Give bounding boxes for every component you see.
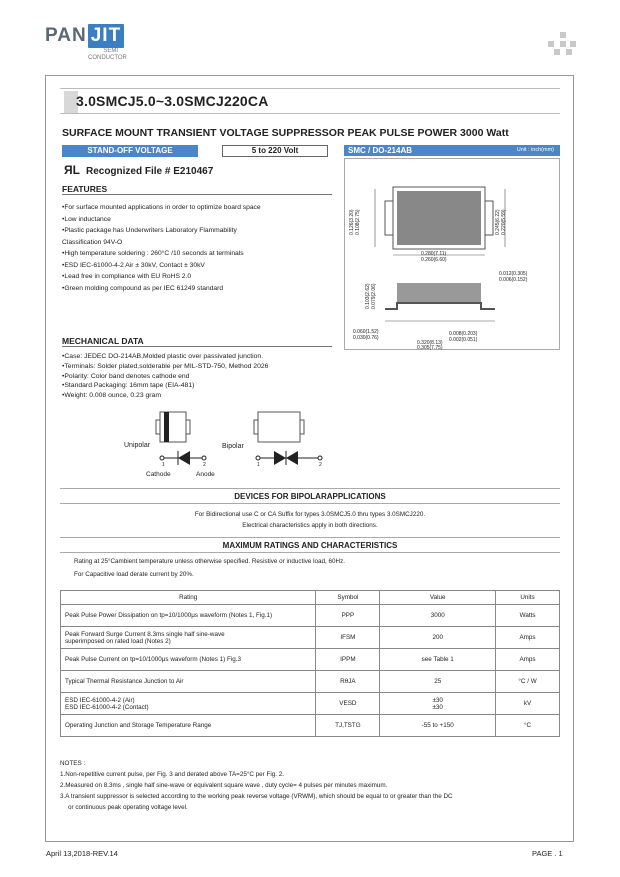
anode-label: Anode [196,471,215,478]
divider [60,503,560,504]
features-heading: FEATURES [62,184,332,195]
cell-value: 3000 [380,605,496,627]
cell-rating: Operating Junction and Storage Temperature Range [61,715,316,737]
cell-value: 25 [380,671,496,693]
page-subtitle: SURFACE MOUNT TRANSIENT VOLTAGE SUPPRESSOR PEAK PULSE POWER 3000 Watt [62,127,509,139]
ul-recognition [64,163,213,177]
decorative-dots [548,32,576,56]
unipolar-label: Unipolar [124,442,151,449]
package-drawing [344,158,560,350]
note-2: 2.Measured on 8.3ms , single half sine-wave or equivalent square wave , duty cycle= 4 pulses per minutes maximum. [60,782,388,789]
notes-heading: NOTES : [60,760,86,767]
cell-units: °C / W [496,671,560,693]
features-list [62,202,342,294]
standoff-value: 5 to 220 Volt [222,145,328,157]
cathode-label: Cathode [146,471,171,478]
list-item: • Green molding compound as per IEC 61249 standard [62,283,342,295]
ratings-table [60,590,560,737]
pin-2-bi: 2 [319,462,322,468]
cell-value-line: ±30 [432,703,443,711]
table-row [61,605,560,627]
cell-symbol: TJ,TSTG [316,715,380,737]
bipolar-heading: DEVICES FOR BIPOLARAPPLICATIONS [234,492,386,501]
logo-sub-conductor: CONDUCTOR [88,55,127,61]
bipolar-line-2: Electrical characteristics apply in both directions. [242,522,378,529]
dim-overall: 0.320(8.13) 0.305(7.75) [417,340,443,351]
cell-rating-line: Peak Forward Surge Current 8.3ms single half sine-wave [65,630,225,638]
list-item: • Terminals: Solder plated,solderable per MIL-STD-750, Method 2026 [62,362,352,372]
dim-standoff: 0.008(0.203) 0.002(0.051) [449,331,478,343]
cell-symbol: IFSM [316,627,380,649]
cell-value: -55 to +150 [380,715,496,737]
table-row [61,649,560,671]
package-header [344,145,560,156]
cell-symbol: PPP [316,605,380,627]
mechanical-heading: MECHANICAL DATA [62,336,332,347]
cell-units: Watts [496,605,560,627]
page-number: PAGE . 1 [532,849,563,858]
list-item: • Polarity: Color band denotes cathode end [62,372,352,382]
cell-rating: Typical Thermal Resistance Junction to Air [61,671,316,693]
package-outline-svg [345,159,561,351]
cell-units: Amps [496,627,560,649]
table-row [61,671,560,693]
page-title: 3.0SMCJ5.0~3.0SMCJ220CA [76,93,269,109]
dim-height-b: 0.245(6.22) 0.220(5.59) [495,209,507,235]
ul-icon: ЯL [64,163,80,177]
divider [60,552,560,553]
recognized-file: Recognized File # E210467 [85,166,214,177]
list-item: • Standard Packaging: 16mm tape (EIA-481) [62,381,352,391]
bipolar-line-1: For Bidirectional use C or CA Suffix for types 3.0SMCJ5.0 thru types 3.0SMCJ220. [194,511,426,518]
ratings-note-2: For Capacitive load derate current by 20%. [74,571,194,578]
col-value: Value [380,591,496,605]
cell-value [380,693,496,715]
cell-rating-line: ESD IEC-61000-4-2 (Air) [65,696,135,704]
cell-rating-line: superimposed on rated load (Notes 2) [65,637,171,645]
list-item: • Weight: 0.008 ounce, 0.23 gram [62,391,352,401]
cell-rating: Peak Pulse Power Dissipation on tp=10/1000μs waveform (Notes 1, Fig.1) [61,605,316,627]
cell-units: °C [496,715,560,737]
list-item: • ESD IEC-61000-4-2 Air ± 30kV, Contact ± 30kV [62,260,342,272]
cell-value: see Table 1 [380,649,496,671]
dim-lead-length: 0.060(1.52) 0.030(0.76) [353,329,379,341]
list-item: • Lead free in compliance with EU RoHS 2.0 [62,271,342,283]
cell-units: Amps [496,649,560,671]
cell-value: 200 [380,627,496,649]
notes-section [60,758,560,813]
ratings-note-1: Rating at 25°Cambient temperature unless otherwise specified. Resistive or inductive load, 60Hz. [74,558,345,565]
note-3-cont: or continuous peak operating voltage level. [68,804,188,811]
table-row [61,693,560,715]
logo-box-text: JIT [88,24,124,48]
cell-symbol: RθJA [316,671,380,693]
cell-rating: Peak Pulse Current on tp=10/1000μs waveform (Notes 1) Fig.3 [61,649,316,671]
note-1: 1.Non-repetitive current pulse, per Fig. 3 and derated above TA=25°C per Fig. 2. [60,771,285,778]
list-item: Classification 94V-O [62,238,123,246]
col-rating: Rating [61,591,316,605]
list-item: • High temperature soldering : 260°C /10 seconds at terminals [62,248,342,260]
ratings-heading: MAXIMUM RATINGS AND CHARACTERISTICS [222,541,398,550]
col-symbol: Symbol [316,591,380,605]
dim-height-a: 0.126(3.20) 0.108(2.75) [349,209,361,235]
list-item: • Case: JEDEC DO-214AB,Molded plastic over passivated junction. [62,352,352,362]
standoff-label: STAND-OFF VOLTAGE [62,145,198,157]
package-unit: Unit : inch(mm) [516,147,554,153]
note-3: 3.A transient suppressor is selected according to the working peak reverse voltage (VRWM), which should be equal to or greater than the DC [60,793,453,800]
list-item: • Low inductance [62,214,342,226]
cell-units: kV [496,693,560,715]
divider [60,488,560,489]
pin-1-uni: 1 [162,462,165,468]
cell-symbol: IPPM [316,649,380,671]
logo-subtitle [88,48,127,62]
dim-lead-thickness: 0.012(0.305) 0.006(0.152) [499,271,528,283]
mechanical-list [62,352,352,401]
divider [60,537,560,538]
table-row [61,715,560,737]
package-name: SMC / DO-214AB [348,146,413,155]
cell-rating [61,627,316,649]
list-item: • For surface mounted applications in order to optimize board space [62,202,342,214]
dim-body-height: 0.103(2.62) 0.079(2.06) [365,283,377,309]
dim-width: 0.280(7.11) 0.260(6.60) [421,251,447,263]
cell-value-line: ±30 [432,696,443,704]
pin-2-uni: 2 [203,462,206,468]
table-header-row [61,591,560,605]
panjit-logo [45,24,124,48]
col-units: Units [496,591,560,605]
footer-date: April 13,2018-REV.14 [46,849,118,858]
logo-text: PAN [45,25,87,46]
logo-sub-semi: SEMI [103,48,118,54]
cell-rating-line: ESD IEC-61000-4-2 (Contact) [65,703,149,711]
cell-rating [61,693,316,715]
bipolar-label: Bipolar [222,443,244,450]
table-row [61,627,560,649]
list-item: • Plastic package has Underwriters Laboratory Flammability [62,225,342,237]
cell-symbol: VESD [316,693,380,715]
pin-1-bi: 1 [257,462,260,468]
